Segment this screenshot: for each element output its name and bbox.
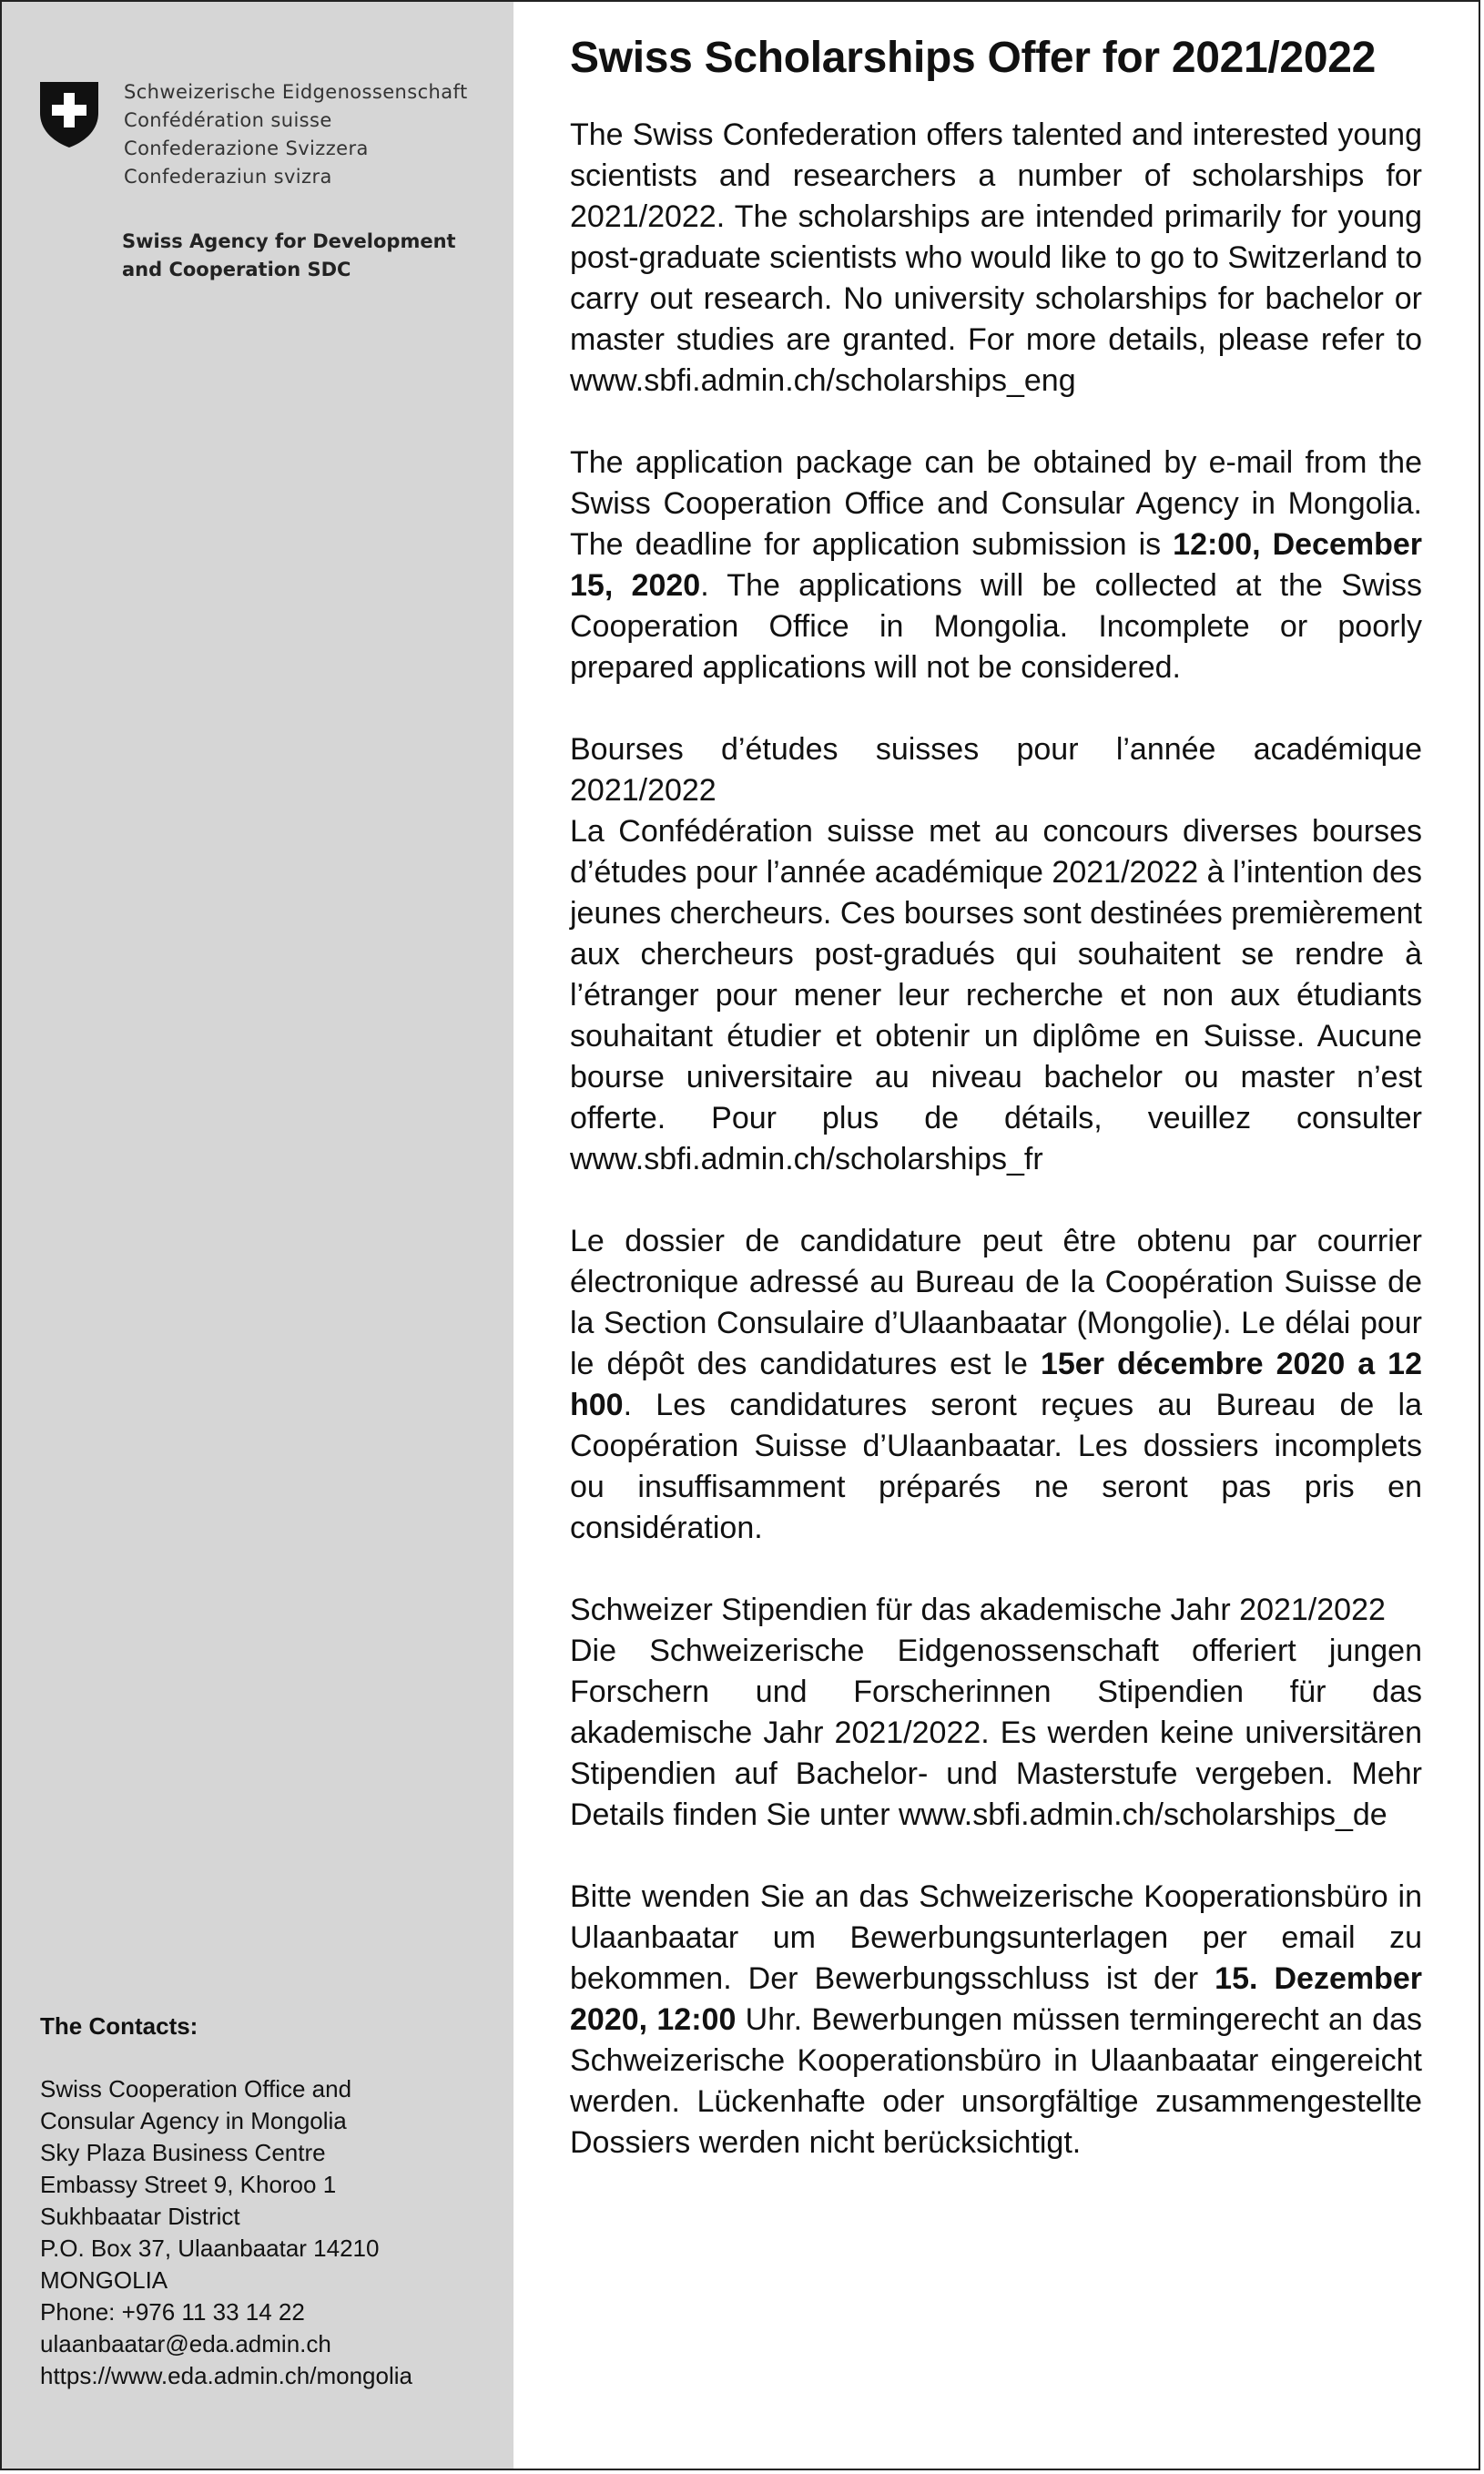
text-span: Le dossier de candidature peut être obtenu par courrier électronique adressé au Bureau de la Coopération Suisse de la Section Consulaire d’Ulaanbaatar (Mongolie). Le délai pour le dépôt des candidatures est le [570, 1224, 1422, 1381]
swiss-shield-icon [38, 80, 100, 191]
name-italian: Confederazione Svizzera [124, 137, 369, 159]
agency-line: Swiss Agency for Development [122, 230, 456, 252]
german-intro: Die Schweizerische Eidgenossenschaft offeriert jungen Forschern und Forscherinnen Stipendien für das akademische Jahr 2021/2022. Es werden keine universitären Stipendien auf Bachelor- und Masterstufe vergeben. Mehr Details finden Sie unter www.sbfi.admin.ch/scholarships_de [570, 1634, 1422, 1832]
contact-email[interactable]: ulaanbaatar@eda.admin.ch [40, 2330, 331, 2357]
text-span: . The applications will be collected at the Swiss Cooperation Office in Mongolia. Incomplete or poorly prepared applications will not be considered. [570, 568, 1422, 685]
deadline-fr: 15er décembre 2020 a 12 h00 [570, 1347, 1422, 1422]
text-span: Bitte wenden Sie an das Schweizerische Kooperationsbüro in Ulaanbaatar um Bewerbungsunterlagen per email zu bekommen. Der Bewerbungsschluss ist der [570, 1879, 1422, 1996]
main-content [570, 31, 1422, 2204]
french-section [570, 729, 1422, 1180]
text-span: Uhr. Bewerbungen müssen termingerecht an das Schweizerische Kooperationsbüro in Ulaanbaatar eingereicht werden. Lückenhafte oder unsorgfältige zusammengestellte Dossiers werden nicht berücksichtigt. [570, 2002, 1422, 2160]
name-romansh: Confederaziun svizra [124, 166, 332, 188]
contact-phone: Phone: +976 11 33 14 22 [40, 2298, 305, 2326]
german-heading: Schweizer Stipendien für das akademische Jahr 2021/2022 [570, 1593, 1386, 1627]
contact-line: Embassy Street 9, Khoroo 1 [40, 2171, 337, 2198]
deadline-de: 15. Dezember 2020, 12:00 [570, 1961, 1422, 2037]
french-intro: La Confédération suisse met au concours diverses bourses d’études pour l’année académique 2021/2022 à l’intention des jeunes chercheurs. Ces bourses sont destinées premièrement aux chercheurs post-gradués qui souhaitent se rendre à l’étranger pour mener leur recherche et non aux étudiants souhaitant étudier et obtenir un diplôme en Suisse. Aucune bourse universitaire au niveau bachelor ou master n’est offerte. Pour plus de détails, veuillez consulter www.sbfi.admin.ch/scholarships_fr [570, 814, 1422, 1176]
federal-logo [38, 80, 468, 191]
agency-name [122, 228, 456, 284]
name-french: Confédération suisse [124, 109, 332, 131]
page-title: Swiss Scholarships Offer for 2021/2022 [570, 34, 1377, 82]
french-application [570, 1221, 1422, 1549]
confederation-names [124, 78, 468, 191]
text-span: The application package can be obtained by e-mail from the Swiss Cooperation Office and Consular Agency in Mongolia. The deadline for application submission is [570, 445, 1422, 562]
contacts-title: The Contacts: [40, 2012, 198, 2040]
english-intro: The Swiss Confederation offers talented and interested young scientists and researchers a number of scholarships for 2021/2022. The scholarships are intended primarily for young post-graduate scientists who would like to go to Switzerland to carry out research. No university scholarships for bachelor or master studies are granted. For more details, please refer to www.sbfi.admin.ch/scholarships_eng [570, 117, 1422, 398]
contact-website[interactable]: https://www.eda.admin.ch/mongolia [40, 2362, 412, 2389]
contact-line: Sukhbaatar District [40, 2203, 240, 2230]
name-german: Schweizerische Eidgenossenschaft [124, 81, 468, 103]
english-application [570, 443, 1422, 688]
contact-line: Sky Plaza Business Centre [40, 2139, 326, 2166]
sidebar [2, 2, 513, 2469]
contact-line: P.O. Box 37, Ulaanbaatar 14210 [40, 2235, 380, 2262]
contact-line: MONGOLIA [40, 2266, 168, 2294]
contacts-block [40, 2011, 412, 2392]
contact-line: Swiss Cooperation Office and [40, 2075, 352, 2102]
german-section [570, 1590, 1422, 1836]
text-span: . Les candidatures seront reçues au Bureau de la Coopération Suisse d’Ulaanbaatar. Les dossiers incomplets ou insuffisamment préparés ne seront pas pris en considération. [570, 1388, 1422, 1545]
german-application [570, 1877, 1422, 2163]
deadline-en: 12:00, December 15, 2020 [570, 527, 1423, 603]
contact-line: Consular Agency in Mongolia [40, 2107, 347, 2134]
agency-line: and Cooperation SDC [122, 259, 351, 280]
french-heading: Bourses d’études suisses pour l’année académique 2021/2022 [570, 732, 1422, 808]
